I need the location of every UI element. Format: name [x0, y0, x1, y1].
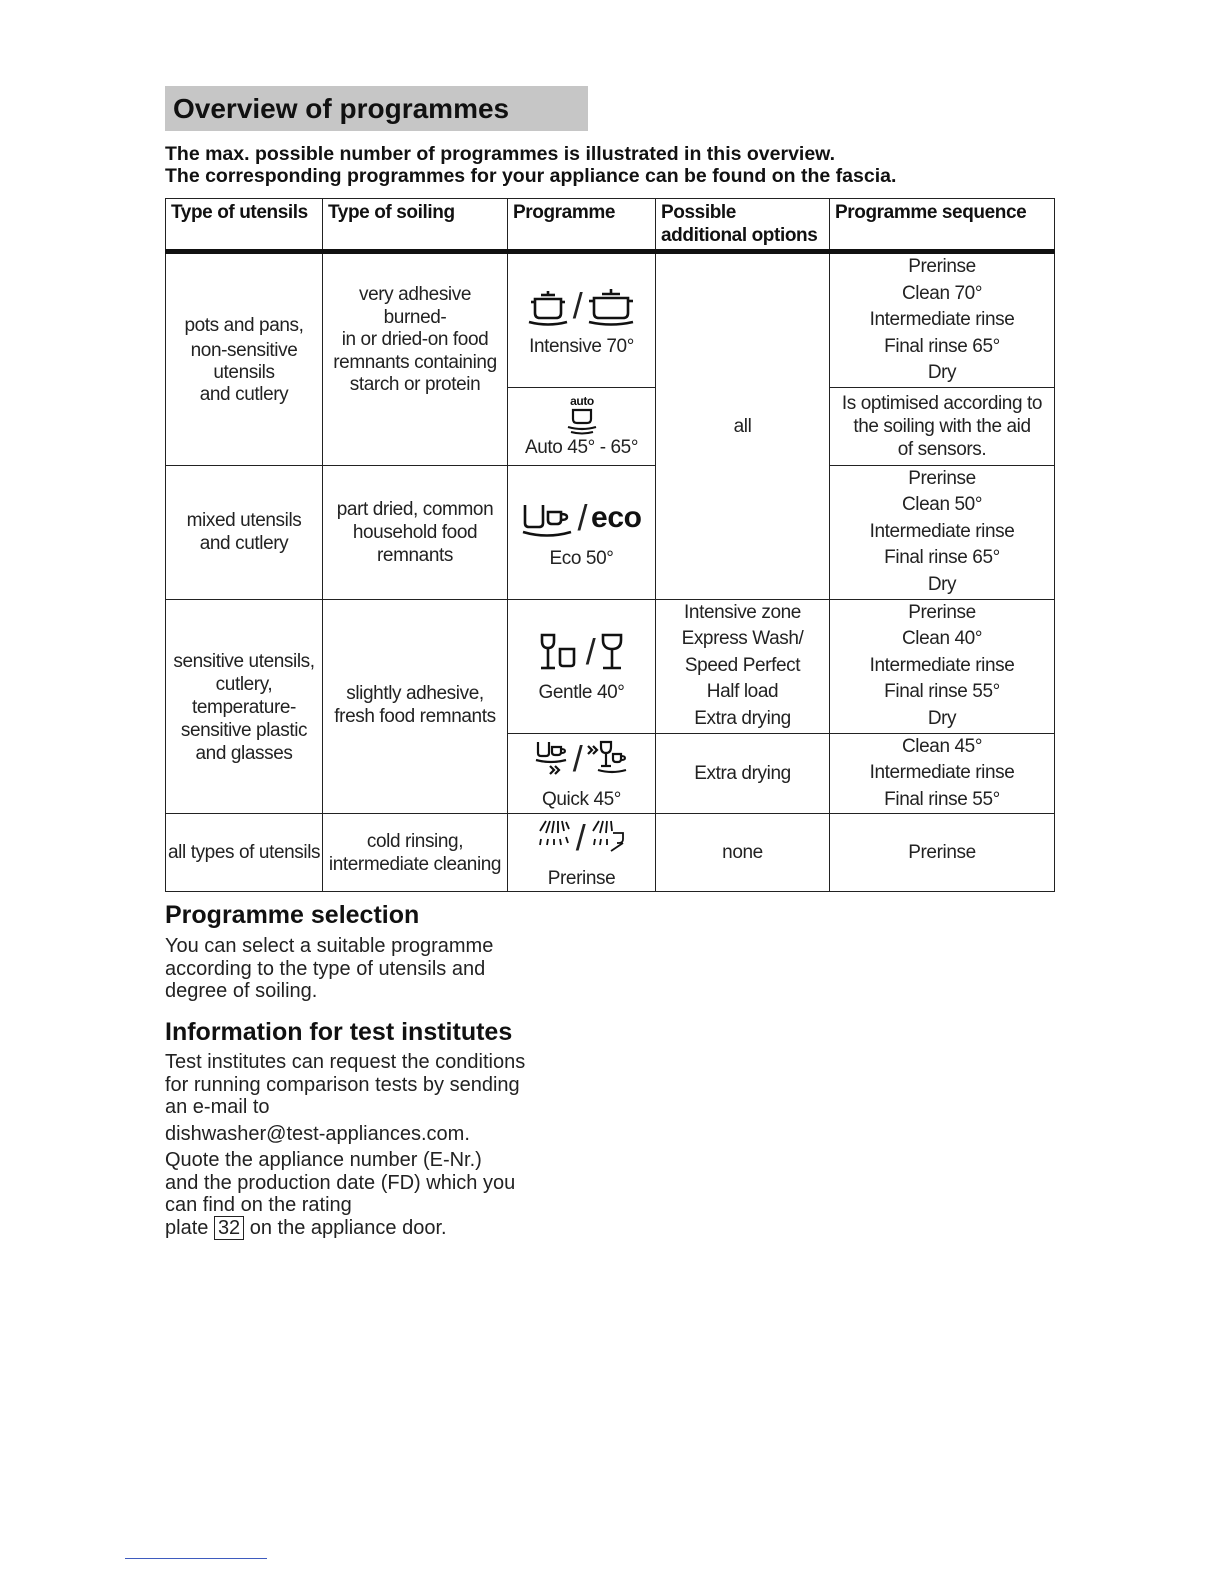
- test-heading: Information for test institutes: [165, 1018, 513, 1046]
- options-cell: [656, 599, 830, 733]
- cell-line: intermediate cleaning: [328, 853, 502, 875]
- intro-line: The max. possible number of programmes is illustrated in this overview.: [165, 143, 836, 165]
- cell-line: very adhesive burned-: [358, 284, 472, 328]
- sequence-step: Dry: [927, 707, 957, 729]
- programme-prerinse: [508, 814, 656, 892]
- sequence-step: Intermediate rinse: [869, 762, 1015, 783]
- programme-table: [165, 198, 1055, 892]
- text-line: an e-mail to: [165, 1096, 270, 1118]
- programme-label: Intensive 70°: [529, 335, 634, 357]
- options-cell: Extra drying: [656, 733, 830, 814]
- programme-label: Gentle 40°: [538, 681, 625, 703]
- soiling-cell: [323, 814, 508, 892]
- options-cell: none: [656, 814, 830, 892]
- option-item: Extra drying: [694, 707, 791, 729]
- cell-line: remnants: [376, 544, 453, 566]
- auto-icon-text: auto: [569, 393, 594, 408]
- sequence-step: Clean 50°: [901, 494, 983, 516]
- programme-label: Prerinse: [547, 868, 616, 889]
- table-row: [166, 465, 1055, 599]
- options-cell-shared: all: [656, 252, 830, 600]
- cell-line: in or dried-on food: [341, 329, 489, 350]
- cell-line: sensitive utensils,: [173, 650, 315, 672]
- sequence-step: Clean 45°: [901, 735, 983, 757]
- slash-separator: /: [572, 737, 583, 779]
- text-line: and the production date (FD) which you: [165, 1171, 516, 1194]
- intro-text: [165, 143, 1065, 187]
- cell-line: household food: [352, 521, 478, 543]
- sequence-step: Prerinse: [908, 256, 976, 277]
- sequence-cell: [830, 465, 1055, 599]
- option-item: Half load: [706, 681, 779, 703]
- cell-line: starch or protein: [349, 374, 481, 395]
- sequence-step: Dry: [927, 362, 957, 383]
- option-item: Express Wash/: [681, 628, 804, 650]
- quick-icons: [511, 736, 652, 782]
- programme-label: Quick 45°: [542, 788, 621, 810]
- table-header-row: [166, 199, 1055, 252]
- sequence-step: Prerinse: [908, 601, 976, 623]
- programme-auto: [508, 387, 656, 465]
- email-address: dishwasher@test-appliances.com.: [165, 1122, 470, 1145]
- quick-glass-icon: [586, 738, 628, 780]
- header-options: Possible additional options: [656, 199, 830, 252]
- quick-icon: [535, 738, 569, 780]
- header-programme: Programme: [508, 199, 656, 252]
- plate-suffix: on the appliance door.: [249, 1216, 447, 1239]
- sequence-cell: [830, 599, 1055, 733]
- eco-label-icon: eco: [591, 501, 642, 534]
- soiling-cell: [323, 465, 508, 599]
- cell-line: cutlery,: [215, 673, 273, 695]
- sequence-step: Final rinse 55°: [884, 681, 1000, 703]
- text-line: can find on the rating: [165, 1194, 352, 1216]
- sequence-step: Intermediate rinse: [869, 654, 1015, 676]
- auto-icon: [511, 394, 652, 436]
- stemmed-glass-icon: [599, 631, 625, 673]
- section-banner: [165, 86, 588, 131]
- cell-line: fresh food remnants: [334, 705, 496, 727]
- sequence-step: the soiling with the aid: [853, 415, 1031, 437]
- header-soiling: Type of soiling: [323, 199, 508, 252]
- cell-line: cold rinsing,: [366, 830, 464, 852]
- sequence-cell: [830, 733, 1055, 814]
- wine-glass-icon: [538, 631, 582, 673]
- programme-intensive: [508, 252, 656, 388]
- slash-separator: /: [572, 284, 583, 326]
- text-line: for running comparison tests by sending: [165, 1073, 520, 1096]
- utensils-cell: [166, 599, 323, 814]
- sequence-step: Prerinse: [908, 467, 976, 489]
- table-row: [166, 814, 1055, 892]
- auto-icon-graphic: [562, 394, 602, 436]
- programme-eco: [508, 465, 656, 599]
- plate-number-box: 32: [214, 1216, 244, 1240]
- cell-line: sensitive plastic: [180, 719, 308, 741]
- intensive-icons: [511, 283, 652, 329]
- sequence-cell: [830, 387, 1055, 465]
- cell-line: and cutlery: [199, 533, 289, 554]
- text-line: Test institutes can request the conditions: [165, 1051, 526, 1073]
- text-line: according to the type of utensils and: [165, 957, 486, 980]
- cell-line: non-sensitive: [190, 339, 298, 361]
- sequence-step: Final rinse 55°: [884, 788, 1000, 810]
- cell-line: and glasses: [195, 742, 293, 764]
- sequence-cell: [830, 252, 1055, 388]
- gentle-icons: [511, 629, 652, 675]
- cell-line: mixed utensils: [186, 510, 302, 531]
- slash-separator: /: [575, 817, 586, 858]
- header-utensils: Type of utensils: [166, 199, 323, 252]
- sequence-step: Intermediate rinse: [869, 309, 1015, 330]
- soiling-cell: [323, 599, 508, 814]
- sequence-step: Is optimised according to: [841, 392, 1043, 414]
- text-line: Quote the appliance number (E-Nr.): [165, 1149, 482, 1171]
- slash-separator: /: [585, 630, 596, 672]
- page-title: Overview of programmes: [173, 93, 510, 124]
- text-line: You can select a suitable programme: [165, 935, 494, 957]
- text-line: degree of soiling.: [165, 980, 318, 1002]
- cell-line: and cutlery: [199, 383, 289, 405]
- cell-line: slightly adhesive,: [346, 682, 484, 704]
- sequence-step: of sensors.: [897, 438, 987, 460]
- utensils-cell: [166, 465, 323, 599]
- sequence-step: Final rinse 65°: [884, 335, 1000, 357]
- shower-icon: [536, 817, 572, 859]
- programme-label: Auto 45° - 65°: [524, 436, 639, 458]
- prerinse-icons: [511, 815, 652, 861]
- soiling-cell: [323, 252, 508, 466]
- utensils-cell: [166, 252, 323, 466]
- pot-icon: [527, 285, 569, 327]
- table-row: [166, 252, 1055, 388]
- selection-heading: Programme selection: [165, 901, 420, 929]
- programme-quick: [508, 733, 656, 814]
- footer-rule: [125, 1558, 267, 1559]
- sequence-step: Final rinse 65°: [884, 547, 1000, 569]
- sequence-cell: Prerinse: [830, 814, 1055, 892]
- selection-text: [165, 935, 595, 1003]
- table-row: [166, 599, 1055, 733]
- option-item: Intensive zone: [684, 601, 801, 623]
- text-line: [165, 1217, 595, 1240]
- plate-prefix: plate: [165, 1216, 209, 1239]
- sequence-step: Clean 40°: [901, 628, 983, 650]
- cell-line: utensils: [213, 361, 275, 383]
- cell-line: pots and pans,: [184, 315, 304, 336]
- pot-lid-icon: [586, 285, 636, 327]
- slash-separator: /: [577, 496, 588, 538]
- cell-line: temperature-: [192, 696, 296, 718]
- shower-dish-icon: [589, 817, 627, 859]
- cell-line: part dried, common: [336, 498, 494, 520]
- header-sequence: Programme sequence: [830, 199, 1055, 252]
- sequence-step: Intermediate rinse: [869, 520, 1015, 542]
- test-text: [165, 1051, 595, 1239]
- sequence-step: Dry: [927, 573, 957, 595]
- option-item: Speed Perfect: [684, 654, 801, 676]
- sequence-step: Clean 70°: [901, 282, 983, 304]
- programme-label: Eco 50°: [549, 547, 614, 569]
- cup-plate-icon: [521, 497, 573, 539]
- cell-line: remnants containing: [333, 351, 497, 373]
- intro-line: The corresponding programmes for your appliance can be found on the fascia.: [165, 165, 897, 187]
- programme-gentle: [508, 599, 656, 733]
- utensils-cell: all types of utensils: [166, 814, 323, 892]
- eco-icons: [511, 495, 652, 541]
